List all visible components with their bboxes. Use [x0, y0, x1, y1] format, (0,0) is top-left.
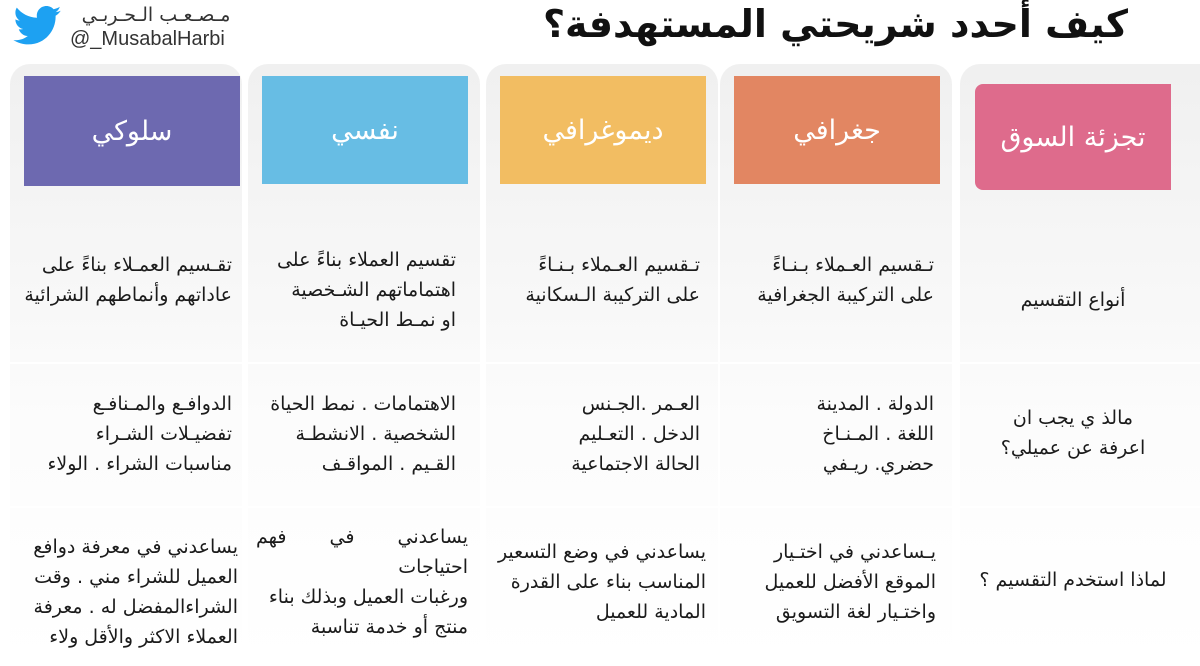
header-behavioral: سلوكي [24, 76, 240, 186]
header-geographic: جغرافي [734, 76, 940, 184]
cell-demographic-what: العـمر .الجـنس الدخل . التعـليم الحالة الاجتماعية [571, 393, 700, 475]
twitter-bird-icon [12, 6, 64, 46]
cell-psychographic-types: تقسيم العملاء بناءً على اهتماماتهم الشـخصية او نمـط الحيـاة [276, 249, 456, 331]
row-label-why: لماذا استخدم التقسيم ؟ [979, 569, 1167, 591]
header-demographic: ديموغرافي [500, 76, 706, 184]
row-label-what-to-know: مالذ ي يجب ان اعرفة عن عميلي؟ [1000, 407, 1146, 459]
cell-behavioral-types: تقـسيم العمـلاء بناءً على عاداتهم وأنماطهم الشرائية [24, 254, 232, 306]
cell-behavioral-why: يساعدني في معرفة دوافع العميل للشراء مني . وقت الشراءالمفضل له . معرفة العملاء الاكثر والأقل ولاء [33, 536, 238, 648]
page-title: كيف أحدد شريحتي المستهدفة؟ [543, 2, 1128, 46]
author-handle: @_MusabalHarbi [70, 28, 225, 50]
cell-behavioral-what: الدوافـع والمـنافـع تفضيـلات الشـراء مناسبات الشراء . الولاء [47, 393, 232, 475]
author-arabic-name: مـصـعـب الـحـربـي [81, 4, 231, 26]
author-brand [8, 4, 238, 56]
row-label-types: أنواع التقسيم [1020, 289, 1126, 311]
header-market-segmentation: تجزئة السوق [975, 84, 1171, 190]
cell-geographic-what: الدولة . المدينة اللغة . المـنـاخ حضري. ريـفي [816, 393, 934, 475]
cell-psychographic-what: الاهتمامات . نمط الحياة الشخصية . الانشطـة القـيم . المواقـف [270, 393, 456, 475]
cell-demographic-why: يساعدني في وضع التسعير المناسب بناء على القدرة المادية للعميل [497, 541, 706, 623]
cell-geographic-types: تـقسيم العـملاء بـنـاءً على التركيبة الجغرافية [757, 254, 934, 306]
row-divider [0, 506, 1200, 508]
row-divider [0, 362, 1200, 364]
cell-geographic-why: يـساعدني في اختـيار الموقع الأفضل للعميل واختـيار لغة التسويق [764, 541, 936, 623]
cell-psychographic-why: يساعدني في فهم احتياجات ورغبات العميل وبذلك بناء منتج أو خدمة تناسبة [256, 526, 468, 638]
cell-demographic-types: تـقسيم العـملاء بـنـاءً على التركيبة الـسكانية [525, 254, 700, 306]
header-psychographic: نفسي [262, 76, 468, 184]
